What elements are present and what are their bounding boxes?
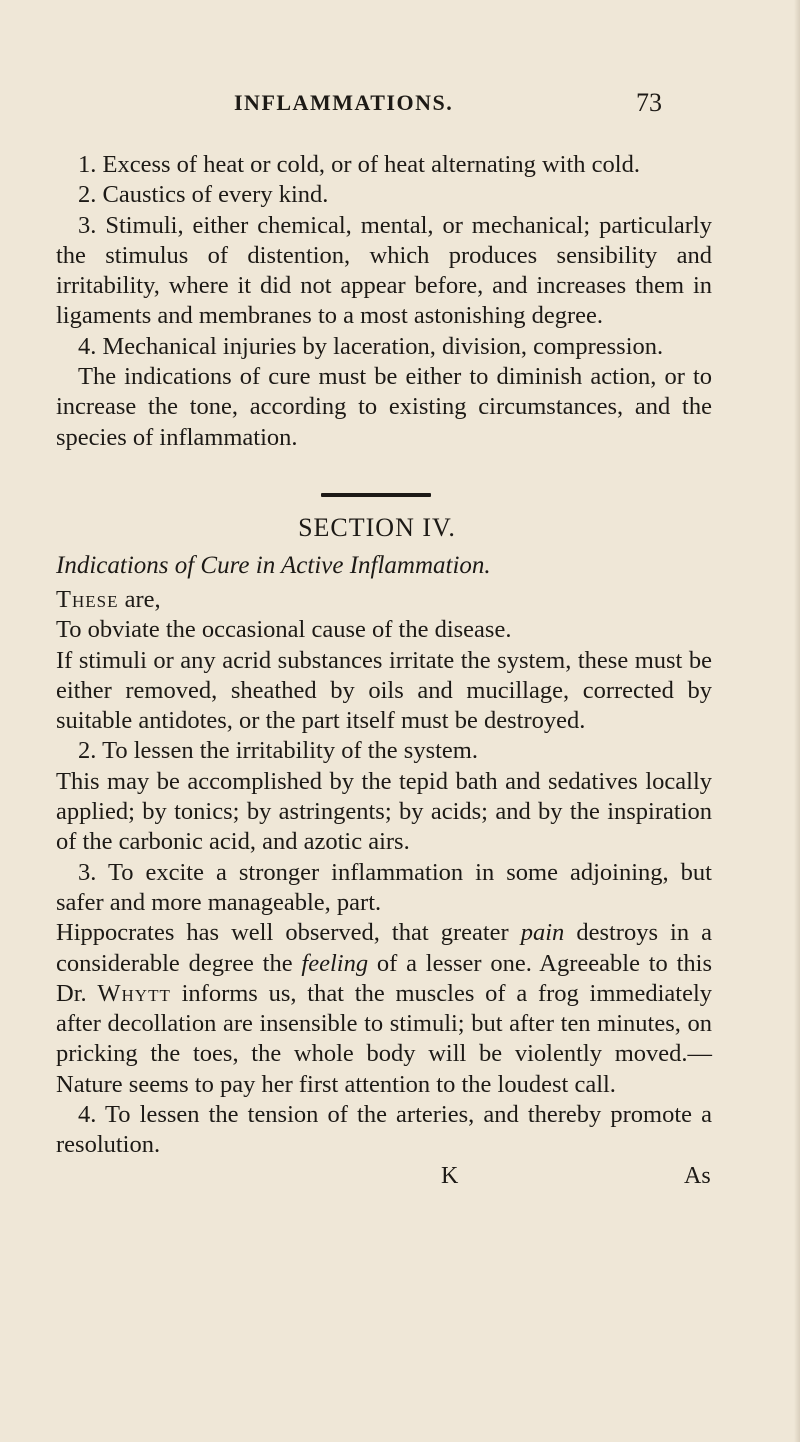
- intro-lead: These: [56, 585, 119, 613]
- page-number: 73: [636, 88, 662, 117]
- emphasis-feeling: feeling: [301, 949, 369, 977]
- list-item: 1. Excess of heat or cold, or of heat alternating with cold.: [78, 151, 640, 178]
- page-footer: [56, 1161, 712, 1191]
- list-item: 4. To lessen the tension of the arteries, and thereby promote a resolution.: [56, 1101, 712, 1159]
- page-header: [0, 88, 800, 118]
- list-item: 2. To lessen the irritability of the system.: [78, 737, 478, 765]
- section-subtitle: Indications of Cure in Active Inflammation.: [56, 551, 491, 579]
- page-edge: [794, 0, 800, 1442]
- divider-rule: [321, 493, 431, 497]
- list-item: If stimuli or any acrid substances irritate the system, these must be either removed, sheathed by oils and mucillage, corrected by suitable antidotes, or the part itself must be destroyed.: [56, 646, 712, 735]
- catchword: As: [684, 1162, 711, 1189]
- hippocrates-paragraph: Hippocrates has well observed, that greater pain destroys in a considerable degree the feeling of a lesser one. Agreeable to this Dr. Whytt informs us, that the muscles of a frog immediately after decollation are insensible to stimuli; but after ten minutes, on pricking the toes, the whole body will be violently moved.—Nature seems to pay her first attention to the loudest call.: [56, 919, 712, 1098]
- page-body: [56, 150, 712, 1191]
- running-head: INFLAMMATIONS.: [234, 90, 454, 115]
- list-item: To obviate the occasional cause of the disease.: [56, 616, 512, 644]
- section-divider: [56, 453, 712, 509]
- list-item: 3. To excite a stronger inflammation in some adjoining, but safer and more manageable, part.: [56, 858, 712, 916]
- section-title: SECTION IV.: [298, 512, 456, 542]
- intro-line: These are,: [56, 585, 161, 613]
- list-item: 2. Caustics of every kind.: [78, 181, 329, 209]
- list-item: 3. Stimuli, either chemical, mental, or mechanical; particularly the stimulus of distention, which produces sensibility and irritability, where it did not appear before, and increases them in ligaments and membranes to a most astonishing degree.: [56, 211, 712, 330]
- signature-mark: K: [441, 1162, 459, 1189]
- list-item: 4. Mechanical injuries by laceration, division, compression.: [78, 332, 664, 360]
- name-whytt: Whytt: [97, 979, 171, 1007]
- emphasis-pain: pain: [520, 919, 565, 947]
- list-item: This may be accomplished by the tepid bath and sedatives locally applied; by tonics; by astringents; by acids; and by the inspiration of the carbonic acid, and azotic airs.: [56, 767, 712, 856]
- indications-paragraph: The indications of cure must be either to diminish action, or to increase the tone, according to existing circumstances, and the species of inflammation.: [56, 363, 712, 451]
